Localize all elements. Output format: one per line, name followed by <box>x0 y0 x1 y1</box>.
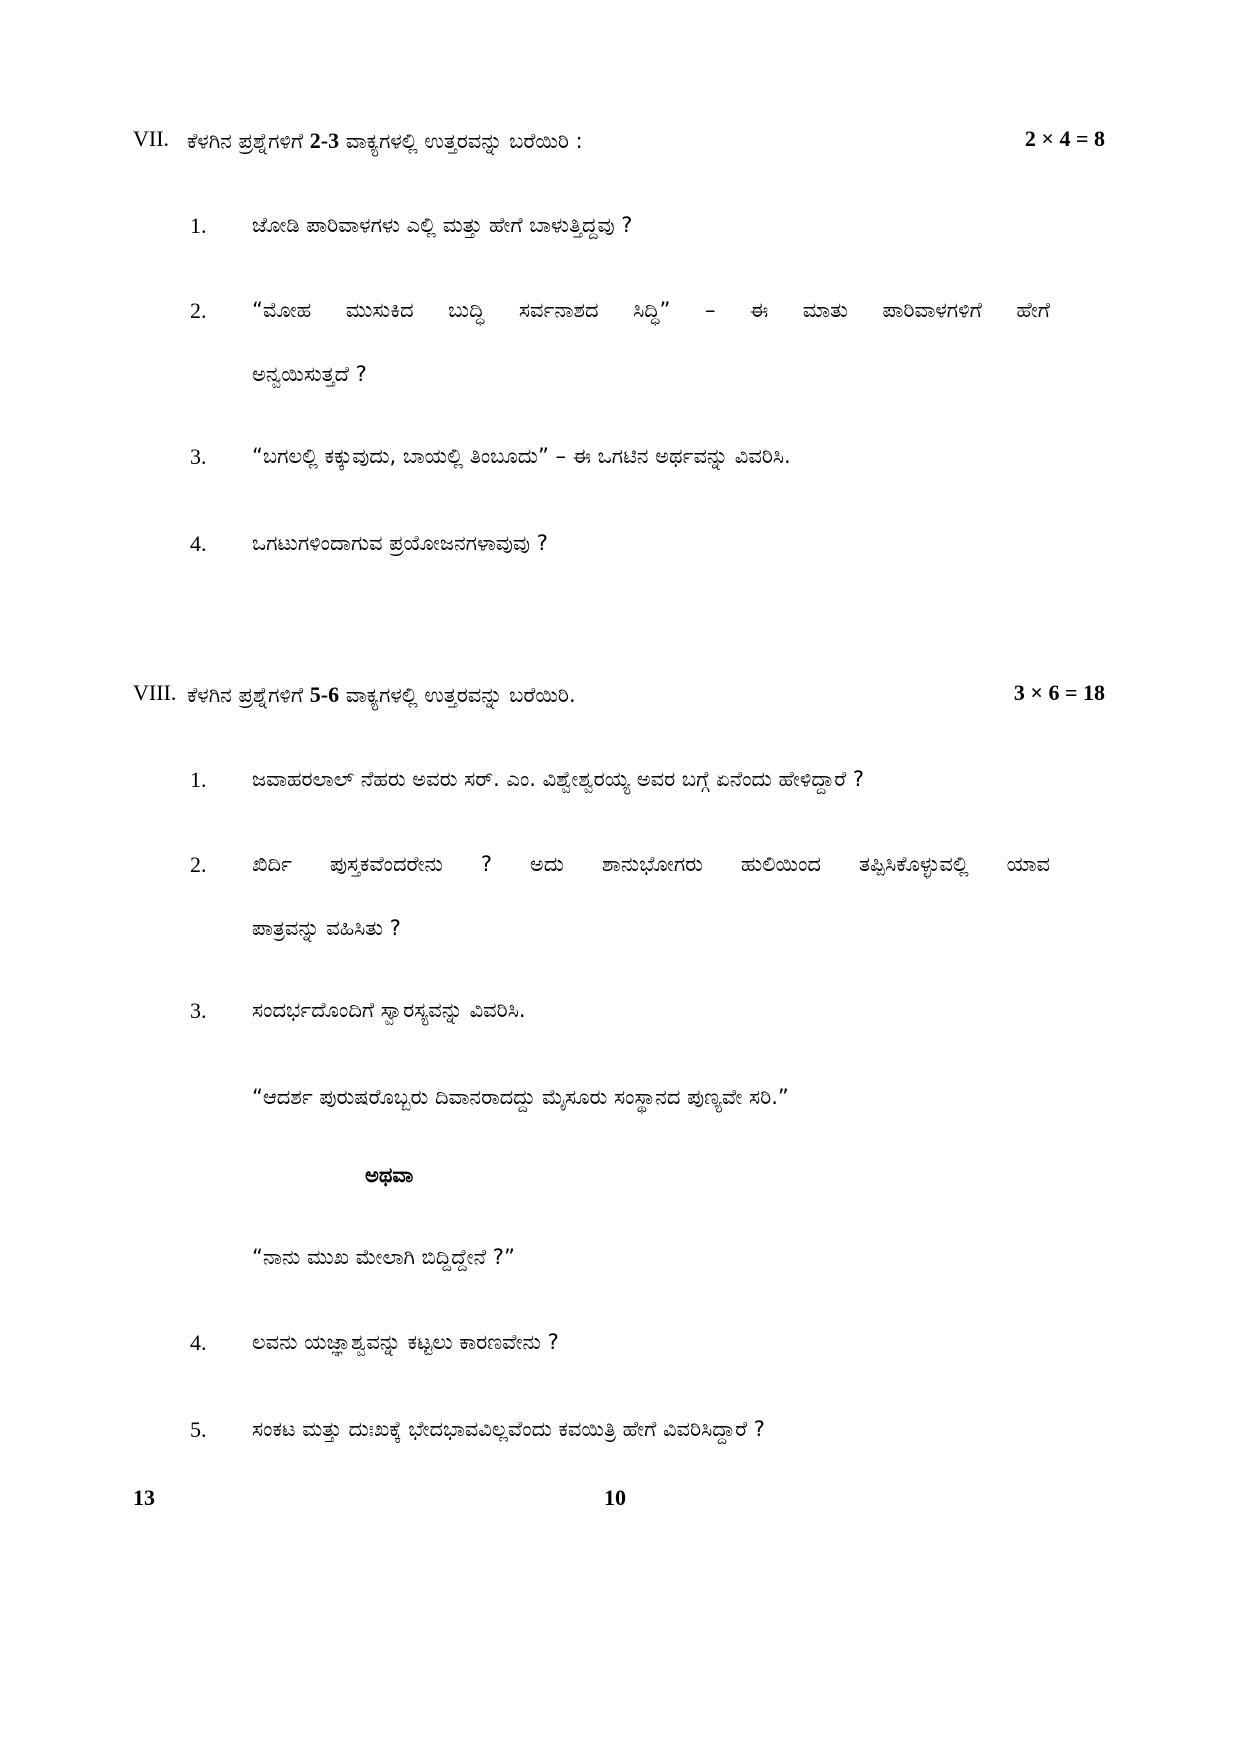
question-text: ಸಂಕಟ ಮತ್ತು ದುಃಖಕ್ಕೆ ಭೇದಭಾವವಿಲ್ಲವೆಂದು ಕವಯಿತ್ರಿ ಹೇಗೆ ವಿವರಿಸಿದ್ದಾರೆ ? <box>252 1417 765 1441</box>
section-instruction: ಕೆಳಗಿನ ಪ್ರಶ್ನೆಗಳಿಗೆ 5-6 ವಾಕ್ಯಗಳಲ್ಲಿ ಉತ್ತರವನ್ನು ಬರೆಯಿರಿ. <box>187 682 576 707</box>
question-number: 2. <box>190 852 207 877</box>
section-marks: 3 × 6 = 18 <box>1013 680 1105 705</box>
question-number: 4. <box>190 1330 207 1355</box>
section-number: VIII. <box>133 680 177 705</box>
section-7-header <box>133 126 1105 166</box>
question-text: “ಮೋಹ ಮುಸುಕಿದ ಬುದ್ಧಿ ಸರ್ವನಾಶದ ಸಿದ್ಧಿ” – ಈ ಮಾತು ಪಾರಿವಾಳಗಳಿಗೆ ಹೇಗೆ <box>252 298 1050 322</box>
question-text: “ಬಗಲಲ್ಲಿ ಕಕ್ಕುವುದು, ಬಾಯಲ್ಲಿ ತಿಂಬೂದು” – ಈ ಒಗಟಿನ ಅರ್ಥವನ್ನು ವಿವರಿಸಿ. <box>252 444 791 468</box>
footer-code: 13 <box>133 1485 155 1510</box>
question-number: 5. <box>190 1417 207 1442</box>
quote-text: “ಆದರ್ಶ ಪುರುಷರೊಬ್ಬರು ದಿವಾನರಾದದ್ದು ಮೈಸೂರು ಸಂಸ್ಥಾನದ ಪುಣ್ಯವೇ ಸರಿ.” <box>252 1085 789 1109</box>
question-number: 1. <box>190 767 207 792</box>
question-text: ಒಗಟುಗಳಿಂದಾಗುವ ಪ್ರಯೋಜನಗಳಾವುವು ? <box>252 531 548 555</box>
question-number: 3. <box>190 444 207 469</box>
question-text: ಸಂದರ್ಭದೊಂದಿಗೆ ಸ್ವಾರಸ್ಯವನ್ನು ವಿವರಿಸಿ. <box>252 998 526 1022</box>
question-number: 3. <box>190 998 207 1023</box>
or-label: ಅಥವಾ <box>365 1163 414 1187</box>
question-text: ಖಿರ್ದಿ ಪುಸ್ತಕವೆಂದರೇನು ? ಅದು ಶಾನುಭೋಗರು ಹುಲಿಯಿಂದ ತಪ್ಪಿಸಿಕೊಳ್ಳುವಲ್ಲಿ ಯಾವ <box>252 852 1050 876</box>
question-number: 2. <box>190 298 207 323</box>
question-text-continued: ಅನ್ವಯಿಸುತ್ತದೆ ? <box>252 362 367 386</box>
section-number: VII. <box>133 126 170 151</box>
question-number: 1. <box>190 213 207 238</box>
section-marks: 2 × 4 = 8 <box>1024 126 1105 151</box>
section-instruction: ಕೆಳಗಿನ ಪ್ರಶ್ನೆಗಳಿಗೆ 2-3 ವಾಕ್ಯಗಳಲ್ಲಿ ಉತ್ತರವನ್ನು ಬರೆಯಿರಿ : <box>187 128 583 153</box>
question-text: ಜೋಡಿ ಪಾರಿವಾಳಗಳು ಎಲ್ಲಿ ಮತ್ತು ಹೇಗೆ ಬಾಳುತ್ತಿದ್ದವು ? <box>252 213 633 237</box>
question-text: ಜವಾಹರಲಾಲ್ ನೆಹರು ಅವರು ಸರ್. ಎಂ. ವಿಶ್ವೇಶ್ವರಯ್ಯ ಅವರ ಬಗ್ಗೆ ಏನೆಂದು ಹೇಳಿದ್ದಾರೆ ? <box>252 767 865 791</box>
question-text: ಲವನು ಯಜ್ಞಾಶ್ವವನ್ನು ಕಟ್ಟಲು ಕಾರಣವೇನು ? <box>252 1330 559 1354</box>
page-number: 10 <box>604 1485 626 1510</box>
question-number: 4. <box>190 531 207 556</box>
question-text-continued: ಪಾತ್ರವನ್ನು ವಹಿಸಿತು ? <box>252 916 401 940</box>
quote-text: “ನಾನು ಮುಖ ಮೇಲಾಗಿ ಬಿದ್ದಿದ್ದೇನೆ ?” <box>252 1245 515 1269</box>
section-8-header <box>133 680 1105 720</box>
